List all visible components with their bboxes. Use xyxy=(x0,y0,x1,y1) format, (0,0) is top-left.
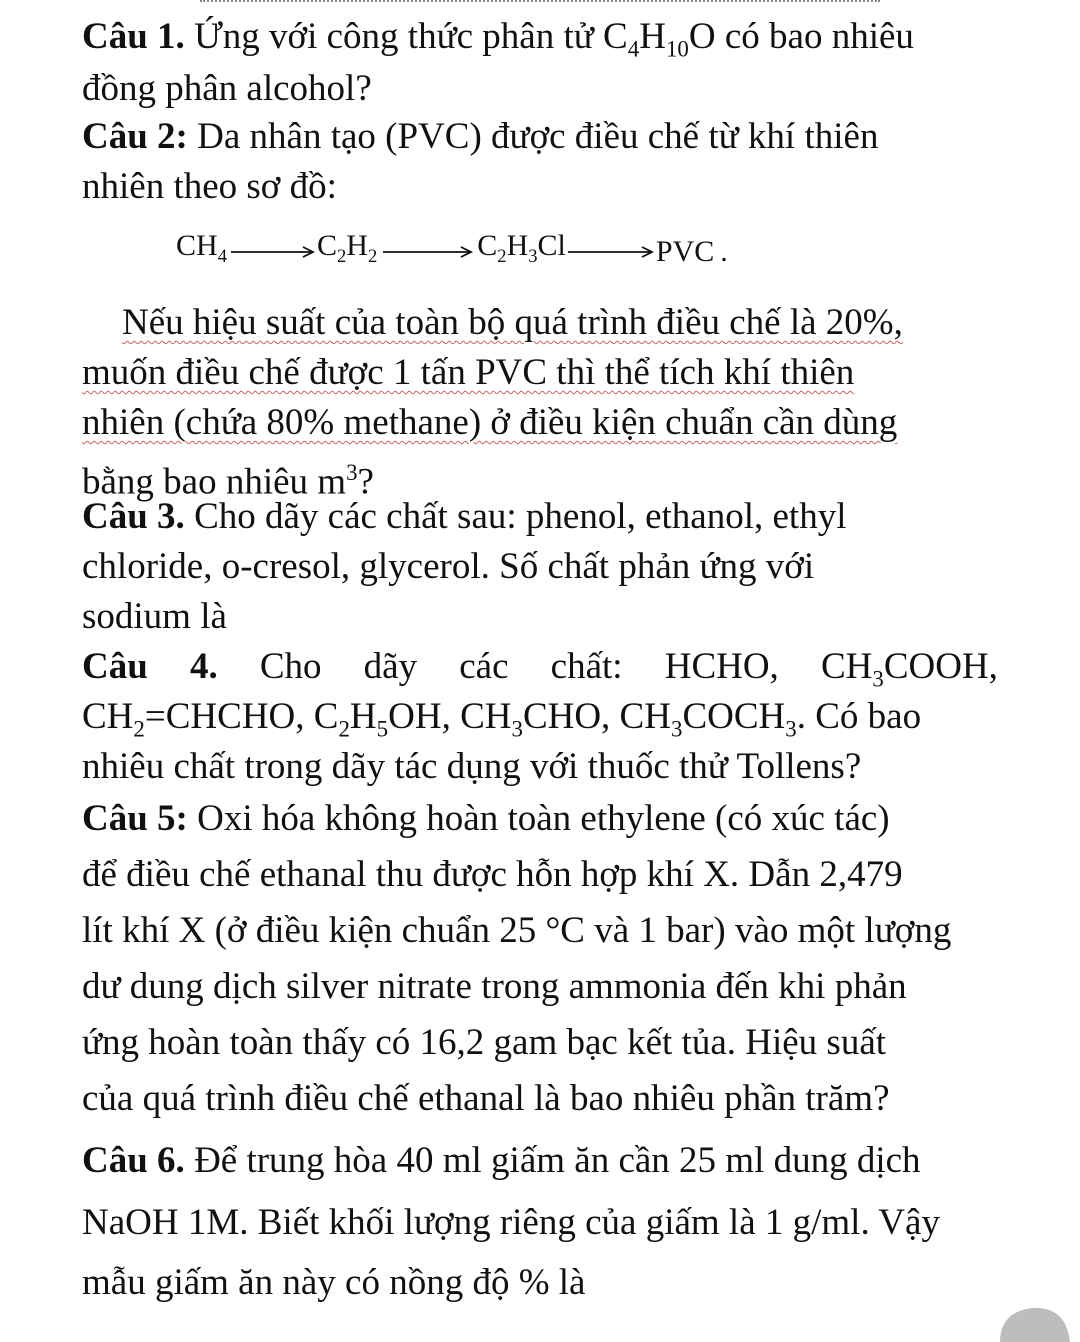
scroll-indicator-icon xyxy=(970,1302,1080,1342)
q5-line-6: của quá trình điều chế ethanal là bao nhiêu phần trăm? xyxy=(82,1078,890,1119)
q6-line-2: NaOH 1M. Biết khối lượng riêng của giấm là 1 g/ml. Vậy xyxy=(82,1202,940,1243)
q5-line-5: ứng hoàn toàn thấy có 16,2 gam bạc kết tủa. Hiệu suất xyxy=(82,1022,887,1063)
q2-line-6: bằng bao nhiêu $m^3$? xyxy=(82,460,374,503)
q2-line-3: Nếu hiệu suất của toàn bộ quá trình điều chế là 20%, xyxy=(122,302,903,343)
q4-line-1: Câu 4. Cho dãy các chất: HCHO, $CH_3COOH$, xyxy=(82,646,998,692)
q4-line-2: $CH_2=CHCHO$, $C_2H_5OH$, $CH_3CHO$, $CH_3COCH_3$. Có bao xyxy=(82,696,922,742)
q5-line-4: dư dung dịch silver nitrate trong ammonia đến khi phản xyxy=(82,966,907,1007)
q6-line-1: Câu 6. Để trung hòa 40 ml giấm ăn cần 25 ml dung dịch xyxy=(82,1140,921,1181)
reaction-scheme: $CH_4$ $C_2H_2$ $C_2H_3Cl$ PVC . xyxy=(176,226,728,277)
q1-label: Câu 1. xyxy=(82,16,185,57)
scheme-c2h2: $C_2H_2$ xyxy=(316,229,378,267)
arrow-icon xyxy=(566,242,656,262)
q3-line-1: Câu 3. Cho dãy các chất sau: phenol, ethanol, ethyl xyxy=(82,496,847,537)
q5-line-1: Câu 5: Oxi hóa không hoàn toàn ethylene (có xúc tác) xyxy=(82,798,890,839)
q2-label: Câu 2: xyxy=(82,116,188,157)
top-divider xyxy=(200,0,880,5)
q5-line-2: để điều chế ethanal thu được hỗn hợp khí X. Dẫn 2,479 xyxy=(82,854,903,895)
q2-line-4: muốn điều chế được 1 tấn PVC thì thể tích khí thiên xyxy=(82,352,855,393)
scheme-ch4: $CH_4$ xyxy=(176,229,227,267)
scheme-c2h3cl: $C_2H_3Cl$ xyxy=(477,229,566,267)
q5-line-3: lít khí X (ở điều kiện chuẩn 25 °C và 1 bar) vào một lượng xyxy=(82,910,952,951)
q6-line-3: mẫu giấm ăn này có nồng độ % là xyxy=(82,1262,586,1303)
arrow-icon xyxy=(377,242,477,262)
q2-line-5: nhiên (chứa 80% methane) ở điều kiện chuẩn cần dùng xyxy=(82,402,898,443)
scheme-pvc: PVC xyxy=(655,234,715,268)
q5-label: Câu 5: xyxy=(82,798,188,839)
q1-line-1: Câu 1. Ứng với công thức phân tử $C_4H_{10}O$ có bao nhiêu xyxy=(82,16,914,62)
q2-line-2: nhiên theo sơ đồ: xyxy=(82,166,337,207)
q4-line-3: nhiêu chất trong dãy tác dụng với thuốc thử Tollens? xyxy=(82,746,862,787)
arrow-icon xyxy=(227,242,317,262)
q2-line-1: Câu 2: Da nhân tạo (PVC) được điều chế từ khí thiên xyxy=(82,116,879,157)
q3-line-3: sodium là xyxy=(82,596,227,637)
q3-line-2: chloride, o-cresol, glycerol. Số chất phản ứng với xyxy=(82,546,815,587)
q6-label: Câu 6. xyxy=(82,1140,185,1181)
q1-line-2: đồng phân alcohol? xyxy=(82,68,372,109)
q3-label: Câu 3. xyxy=(82,496,185,537)
